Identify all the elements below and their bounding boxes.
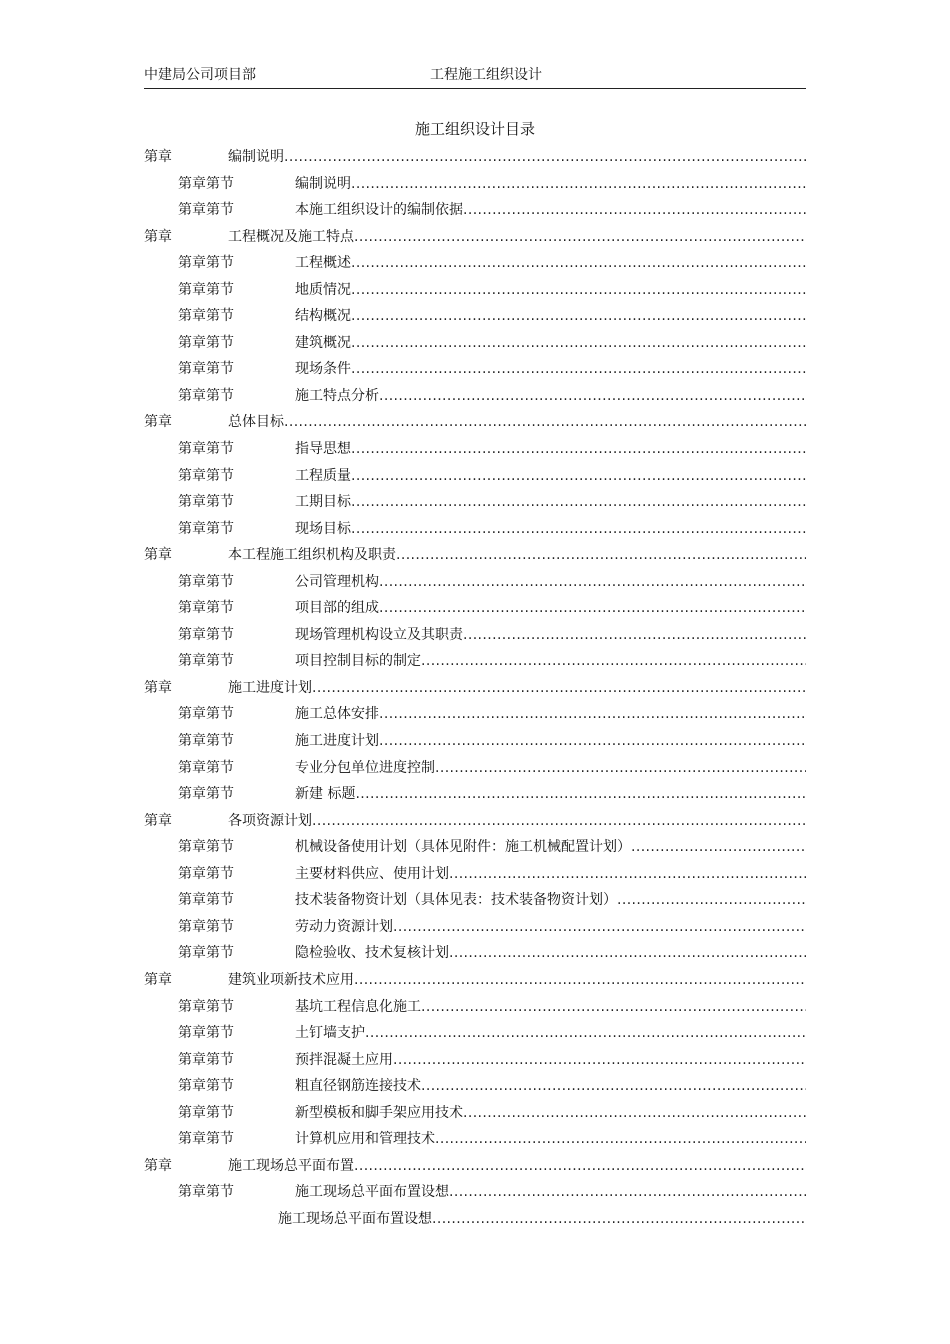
toc-leader-dots [379,704,806,724]
toc-entry[interactable] [144,915,806,942]
toc-entry-number: 第章第节 [178,387,234,404]
toc-entry-number: 第章 [144,1157,172,1174]
toc-entry-number: 第章第节 [178,308,234,325]
toc-entry[interactable] [144,1101,806,1128]
toc-entry[interactable] [144,756,806,783]
toc-entry-title: 指导思想 [295,441,351,458]
toc-entry-number: 第章第节 [178,202,234,219]
toc-entry-body [278,1209,806,1229]
toc-entry-title: 机械设备使用计划（具体见附件：施工机械配置计划） [295,839,631,856]
toc-entry-body [295,466,806,486]
toc-entry[interactable] [144,570,806,597]
toc-entry[interactable] [144,995,806,1022]
toc-entry[interactable] [144,437,806,464]
toc-leader-dots [463,200,806,220]
toc-entry[interactable] [144,1074,806,1101]
toc-entry[interactable] [144,809,806,836]
toc-entry[interactable] [144,304,806,331]
toc-entry-title: 新型模板和脚手架应用技术 [295,1104,463,1121]
toc-entry-title: 预拌混凝土应用 [295,1051,393,1068]
toc-entry-title: 现场管理机构设立及其职责 [295,626,463,643]
toc-entry-body [295,1129,806,1149]
toc-entry-body [295,1050,806,1070]
toc-entry-number: 第章第节 [178,175,234,192]
toc-entry-number: 第章第节 [178,1104,234,1121]
toc-entry-title: 公司管理机构 [295,573,379,590]
toc-entry-number: 第章第节 [178,1078,234,1095]
toc-entry[interactable] [144,278,806,305]
toc-entry-body [295,784,806,804]
toc-leader-dots [421,997,806,1017]
toc-entry-body [295,758,806,778]
toc-entry-number: 第章第节 [178,759,234,776]
toc-entry[interactable] [144,543,806,570]
toc-leader-dots [379,386,806,406]
toc-entry-number: 第章第节 [178,945,234,962]
toc-entry[interactable] [144,172,806,199]
toc-entry[interactable] [144,968,806,995]
toc-entry[interactable] [144,729,806,756]
toc-leader-dots [351,174,806,194]
toc-entry[interactable] [144,862,806,889]
toc-leader-dots [351,306,806,326]
toc-entry-title: 工程质量 [295,467,351,484]
toc-entry-title: 施工现场总平面布置 [228,1157,354,1174]
toc-entry[interactable] [144,623,806,650]
toc-entry-body [295,704,806,724]
toc-entry[interactable] [144,596,806,623]
toc-entry-number: 第章第节 [178,653,234,670]
toc-entry[interactable] [144,464,806,491]
toc-entry-body [295,200,806,220]
toc-entry-title: 工程概况及施工特点 [228,228,354,245]
toc-leader-dots [449,864,806,884]
toc-entry-body [295,917,806,937]
toc-entry[interactable] [144,1021,806,1048]
toc-leader-dots [365,1023,806,1043]
toc-entry-number: 第章 [144,971,172,988]
toc-entry-body [295,943,806,963]
toc-entry-title: 工期目标 [295,494,351,511]
toc-entry[interactable] [144,676,806,703]
toc-entry-title: 编制说明 [228,149,284,165]
toc-leader-dots [379,598,806,618]
toc-entry-title: 现场目标 [295,520,351,537]
toc-leader-dots [379,572,806,592]
toc-entry-body [295,333,806,353]
toc-entry-title: 施工现场总平面布置设想 [295,1184,449,1201]
toc-leader-dots [351,280,806,300]
toc-entry-body [295,864,806,884]
toc-entry-number: 第章 [144,414,172,431]
toc-entry[interactable] [144,331,806,358]
toc-entry-body [295,625,806,645]
toc-entry-number: 第章第节 [178,865,234,882]
toc-entry-number: 第章第节 [178,467,234,484]
page-header [144,66,806,89]
toc-entry-body [228,1156,806,1176]
toc-entry[interactable] [144,1048,806,1075]
toc-entry-number: 第章第节 [178,441,234,458]
toc-entry-number: 第章第节 [178,892,234,909]
toc-entry-number: 第章 [144,228,172,245]
toc-entry-title: 各项资源计划 [228,812,312,829]
toc-entry-body [295,1182,806,1202]
toc-entry-number: 第章第节 [178,494,234,511]
toc-entry-number: 第章第节 [178,1051,234,1068]
toc-entry[interactable] [144,702,806,729]
toc-leader-dots [421,1076,806,1096]
toc-entry-number: 第章第节 [178,998,234,1015]
toc-leader-dots [284,147,806,167]
toc-entry[interactable] [144,357,806,384]
toc-entry-body [228,412,806,432]
toc-leader-dots [449,943,806,963]
toc-entry-number: 第章第节 [178,839,234,856]
toc-entry-number: 第章第节 [178,786,234,803]
toc-entry[interactable] [144,1127,806,1154]
toc-leader-dots [351,439,806,459]
toc-entry-body [295,1076,806,1096]
toc-leader-dots [351,253,806,273]
toc-leader-dots [351,492,806,512]
toc-entry-body [295,997,806,1017]
toc-entry-body [295,439,806,459]
toc-entry-title: 粗直径钢筋连接技术 [295,1078,421,1095]
toc-leader-dots [312,811,806,831]
toc-entry-title: 施工总体安排 [295,706,379,723]
toc-entry[interactable] [144,384,806,411]
toc-entry-title: 主要材料供应、使用计划 [295,865,449,882]
toc-entry[interactable] [144,941,806,968]
toc-leader-dots [354,970,806,990]
toc-entry-body [228,227,806,247]
toc-leader-dots [354,1156,806,1176]
toc-entry-number: 第章 [144,547,172,564]
toc-leader-dots [312,678,806,698]
toc-entry-title: 项目部的组成 [295,600,379,617]
toc-entry-body [295,359,806,379]
toc-entry-title: 建筑业项新技术应用 [228,971,354,988]
toc-entry-number: 第章第节 [178,626,234,643]
header-document-title: 工程施工组织设计 [430,67,542,83]
toc-leader-dots [435,758,806,778]
toc-entry[interactable] [144,1207,806,1234]
toc-entry-body [295,598,806,618]
toc-entry-title: 地质情况 [295,281,351,298]
toc-entry-title: 新建 标题 [295,786,356,803]
toc-entry-title: 项目控制目标的制定 [295,653,421,670]
toc-entry-body [295,651,806,671]
toc-entry-title: 土钉墙支护 [295,1025,365,1042]
toc-entry-title: 技术装备物资计划（具体见表：技术装备物资计划） [295,892,617,909]
toc-entry-body [228,678,806,698]
toc-entry-number: 第章第节 [178,600,234,617]
toc-entry[interactable] [144,410,806,437]
toc-leader-dots [393,917,806,937]
toc-entry-title: 施工现场总平面布置设想 [278,1210,432,1227]
toc-entry-title: 劳动力资源计划 [295,918,393,935]
toc-leader-dots [463,1103,806,1123]
toc-entry[interactable] [144,649,806,676]
toc-leader-dots [351,359,806,379]
toc-entry-title: 计算机应用和管理技术 [295,1131,435,1148]
toc-entry-body [295,519,806,539]
toc-entry-number: 第章第节 [178,1131,234,1148]
toc-entry-body [228,970,806,990]
toc-entry-title: 编制说明 [295,175,351,192]
toc-entry-body [228,147,806,167]
toc-entry-title: 施工进度计划 [228,679,312,696]
toc-title: 施工组织设计目录 [414,120,535,138]
toc-entry-body [295,731,806,751]
toc-entry[interactable] [144,517,806,544]
toc-leader-dots [351,519,806,539]
toc-leader-dots [284,412,806,432]
toc-entry-number: 第章第节 [178,918,234,935]
toc-entry[interactable] [144,1180,806,1207]
toc-leader-dots [432,1209,806,1229]
toc-entry-body [295,1103,806,1123]
toc-entry-number: 第章第节 [178,361,234,378]
toc-leader-dots [379,731,806,751]
toc-entry[interactable] [144,198,806,225]
table-of-contents [144,145,806,1233]
toc-entry-title: 工程概述 [295,255,351,272]
toc-entry-title: 结构概况 [295,308,351,325]
toc-entry[interactable] [144,888,806,915]
toc-entry-title: 总体目标 [228,414,284,431]
toc-entry-title: 施工特点分析 [295,387,379,404]
toc-entry[interactable] [144,145,806,172]
toc-entry-number: 第章 [144,149,172,165]
toc-entry-number: 第章第节 [178,1025,234,1042]
toc-leader-dots [354,227,806,247]
toc-leader-dots [393,1050,806,1070]
toc-entry-number: 第章第节 [178,255,234,272]
toc-entry[interactable] [144,1154,806,1181]
toc-entry-number: 第章第节 [178,520,234,537]
toc-entry-body [295,306,806,326]
toc-leader-dots [463,625,806,645]
toc-leader-dots [435,1129,806,1149]
toc-entry-title: 专业分包单位进度控制 [295,759,435,776]
toc-entry[interactable] [144,490,806,517]
toc-entry-title: 基坑工程信息化施工 [295,998,421,1015]
toc-entry[interactable] [144,835,806,862]
toc-leader-dots [351,333,806,353]
toc-entry-number: 第章第节 [178,706,234,723]
toc-entry-body [295,1023,806,1043]
toc-entry-title: 本工程施工组织机构及职责 [228,547,396,564]
toc-entry-body [295,253,806,273]
toc-entry-number: 第章第节 [178,733,234,750]
toc-entry-number: 第章 [144,679,172,696]
toc-leader-dots [396,545,806,565]
toc-leader-dots [351,466,806,486]
toc-leader-dots [449,1182,806,1202]
toc-entry[interactable] [144,251,806,278]
toc-leader-dots [617,890,806,910]
toc-entry-title: 建筑概况 [295,334,351,351]
toc-entry-title: 施工进度计划 [295,733,379,750]
toc-entry-body [295,174,806,194]
toc-entry-number: 第章第节 [178,281,234,298]
toc-entry-body [295,492,806,512]
toc-entry-body [295,280,806,300]
toc-leader-dots [421,651,806,671]
toc-entry-number: 第章第节 [178,1184,234,1201]
toc-entry-body [295,890,806,910]
toc-entry-body [295,572,806,592]
header-organization: 中建局公司项目部 [144,67,256,83]
toc-entry-number: 第章 [144,812,172,829]
toc-entry-body [228,545,806,565]
toc-entry[interactable] [144,225,806,252]
toc-entry-body [295,386,806,406]
toc-entry-number: 第章第节 [178,573,234,590]
toc-entry-title: 隐检验收、技术复核计划 [295,945,449,962]
toc-entry-number: 第章第节 [178,334,234,351]
toc-leader-dots [355,784,806,804]
toc-leader-dots [631,837,806,857]
toc-entry-body [295,837,806,857]
toc-entry-title: 现场条件 [295,361,351,378]
toc-entry-title: 本施工组织设计的编制依据 [295,202,463,219]
toc-entry-body [228,811,806,831]
toc-entry[interactable] [144,782,806,809]
